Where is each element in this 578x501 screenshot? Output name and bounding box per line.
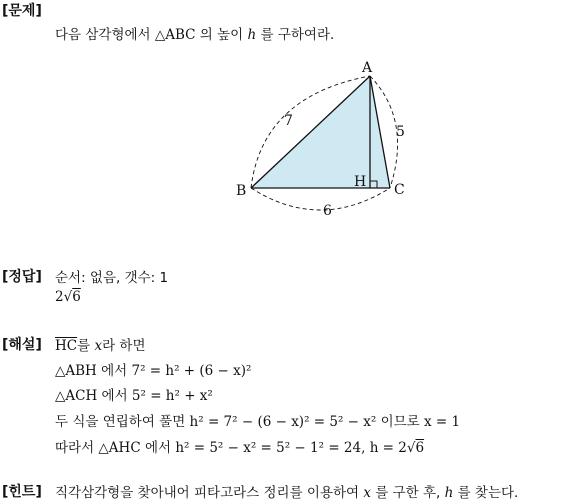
explanation-line-5 bbox=[55, 436, 424, 456]
triangle-ach: △ACH bbox=[55, 388, 98, 404]
length-bc-label: 6 bbox=[323, 203, 332, 219]
explanation-line-1 bbox=[55, 334, 146, 354]
explanation-line-1-mid: 를 bbox=[77, 338, 95, 354]
hint-text-mid: 를 구한 후, bbox=[370, 485, 445, 501]
hint-label: [힌트] bbox=[2, 484, 42, 500]
explanation-line-2 bbox=[55, 359, 251, 379]
segment-hc: $\overline{HC}$ bbox=[55, 338, 78, 354]
problem-text-mid: 의 높이 bbox=[195, 27, 248, 43]
vertex-a-label: A bbox=[362, 60, 373, 76]
explanation-line-5-mid: 에서 bbox=[140, 440, 176, 456]
answer-radicand: 6 bbox=[72, 289, 81, 305]
equation-ach: 5² = h² + x² bbox=[131, 388, 213, 404]
answer-order-count: 순서: 없음, 갯수: 1 bbox=[55, 270, 169, 286]
explanation-line-2-mid: 에서 bbox=[96, 363, 132, 379]
explanation-line-4 bbox=[55, 410, 460, 430]
answer-coefficient: 2 bbox=[55, 289, 64, 305]
final-radicand: 6 bbox=[415, 440, 425, 456]
vertex-c-label: C bbox=[394, 182, 405, 198]
foot-h-label: H bbox=[354, 174, 367, 190]
equation-final: h² = 5² − x² = 5² − 1² = 24, h = 2 bbox=[175, 440, 407, 456]
hint-h-variable: h bbox=[444, 485, 454, 501]
sqrt-sign: √ bbox=[63, 289, 73, 305]
hint-x-variable: x bbox=[363, 485, 371, 501]
answer-label: [정답] bbox=[2, 269, 42, 285]
problem-text-post: 를 구하여라. bbox=[256, 27, 335, 43]
triangle-abh: △ABH bbox=[55, 363, 97, 379]
equation-abh: 7² = h² + (6 − x)² bbox=[131, 363, 252, 379]
explanation-line-4-mid: 이므로 bbox=[376, 414, 425, 430]
equation-combined: h² = 7² − (6 − x)² = 5² − x² bbox=[189, 414, 377, 430]
x-variable: x bbox=[94, 338, 103, 354]
problem-label: [문제] bbox=[2, 3, 42, 19]
triangle-symbol: △ bbox=[154, 27, 166, 43]
length-ac-label: 5 bbox=[396, 124, 405, 140]
sqrt-sign: √ bbox=[406, 440, 416, 456]
explanation-line-4-pre: 두 식을 연립하여 풀면 bbox=[55, 414, 190, 430]
hint-text-post: 를 찾는다. bbox=[453, 485, 519, 501]
explanation-line-3 bbox=[55, 384, 213, 404]
length-ab-label: 7 bbox=[284, 113, 293, 129]
answer-value bbox=[55, 289, 81, 305]
problem-text-pre: 다음 삼각형에서 bbox=[55, 27, 155, 43]
arc-bc bbox=[251, 188, 390, 210]
hint-text-pre: 직각삼각형을 찾아내어 피타고라스 정리를 이용하여 bbox=[55, 485, 364, 501]
height-variable: h bbox=[247, 27, 257, 43]
explanation-label: [해설] bbox=[2, 337, 42, 353]
hint-text bbox=[55, 481, 518, 501]
triangle-name: ABC bbox=[165, 27, 196, 43]
explanation-line-5-pre: 따라서 bbox=[55, 440, 99, 456]
explanation-line-3-mid: 에서 bbox=[97, 388, 132, 404]
triangle-fill bbox=[251, 76, 390, 188]
x-result: x = 1 bbox=[424, 414, 461, 430]
triangle-ahc: △AHC bbox=[98, 440, 141, 456]
explanation-line-1-post: 라 하면 bbox=[102, 338, 146, 354]
vertex-b-label: B bbox=[236, 183, 247, 199]
